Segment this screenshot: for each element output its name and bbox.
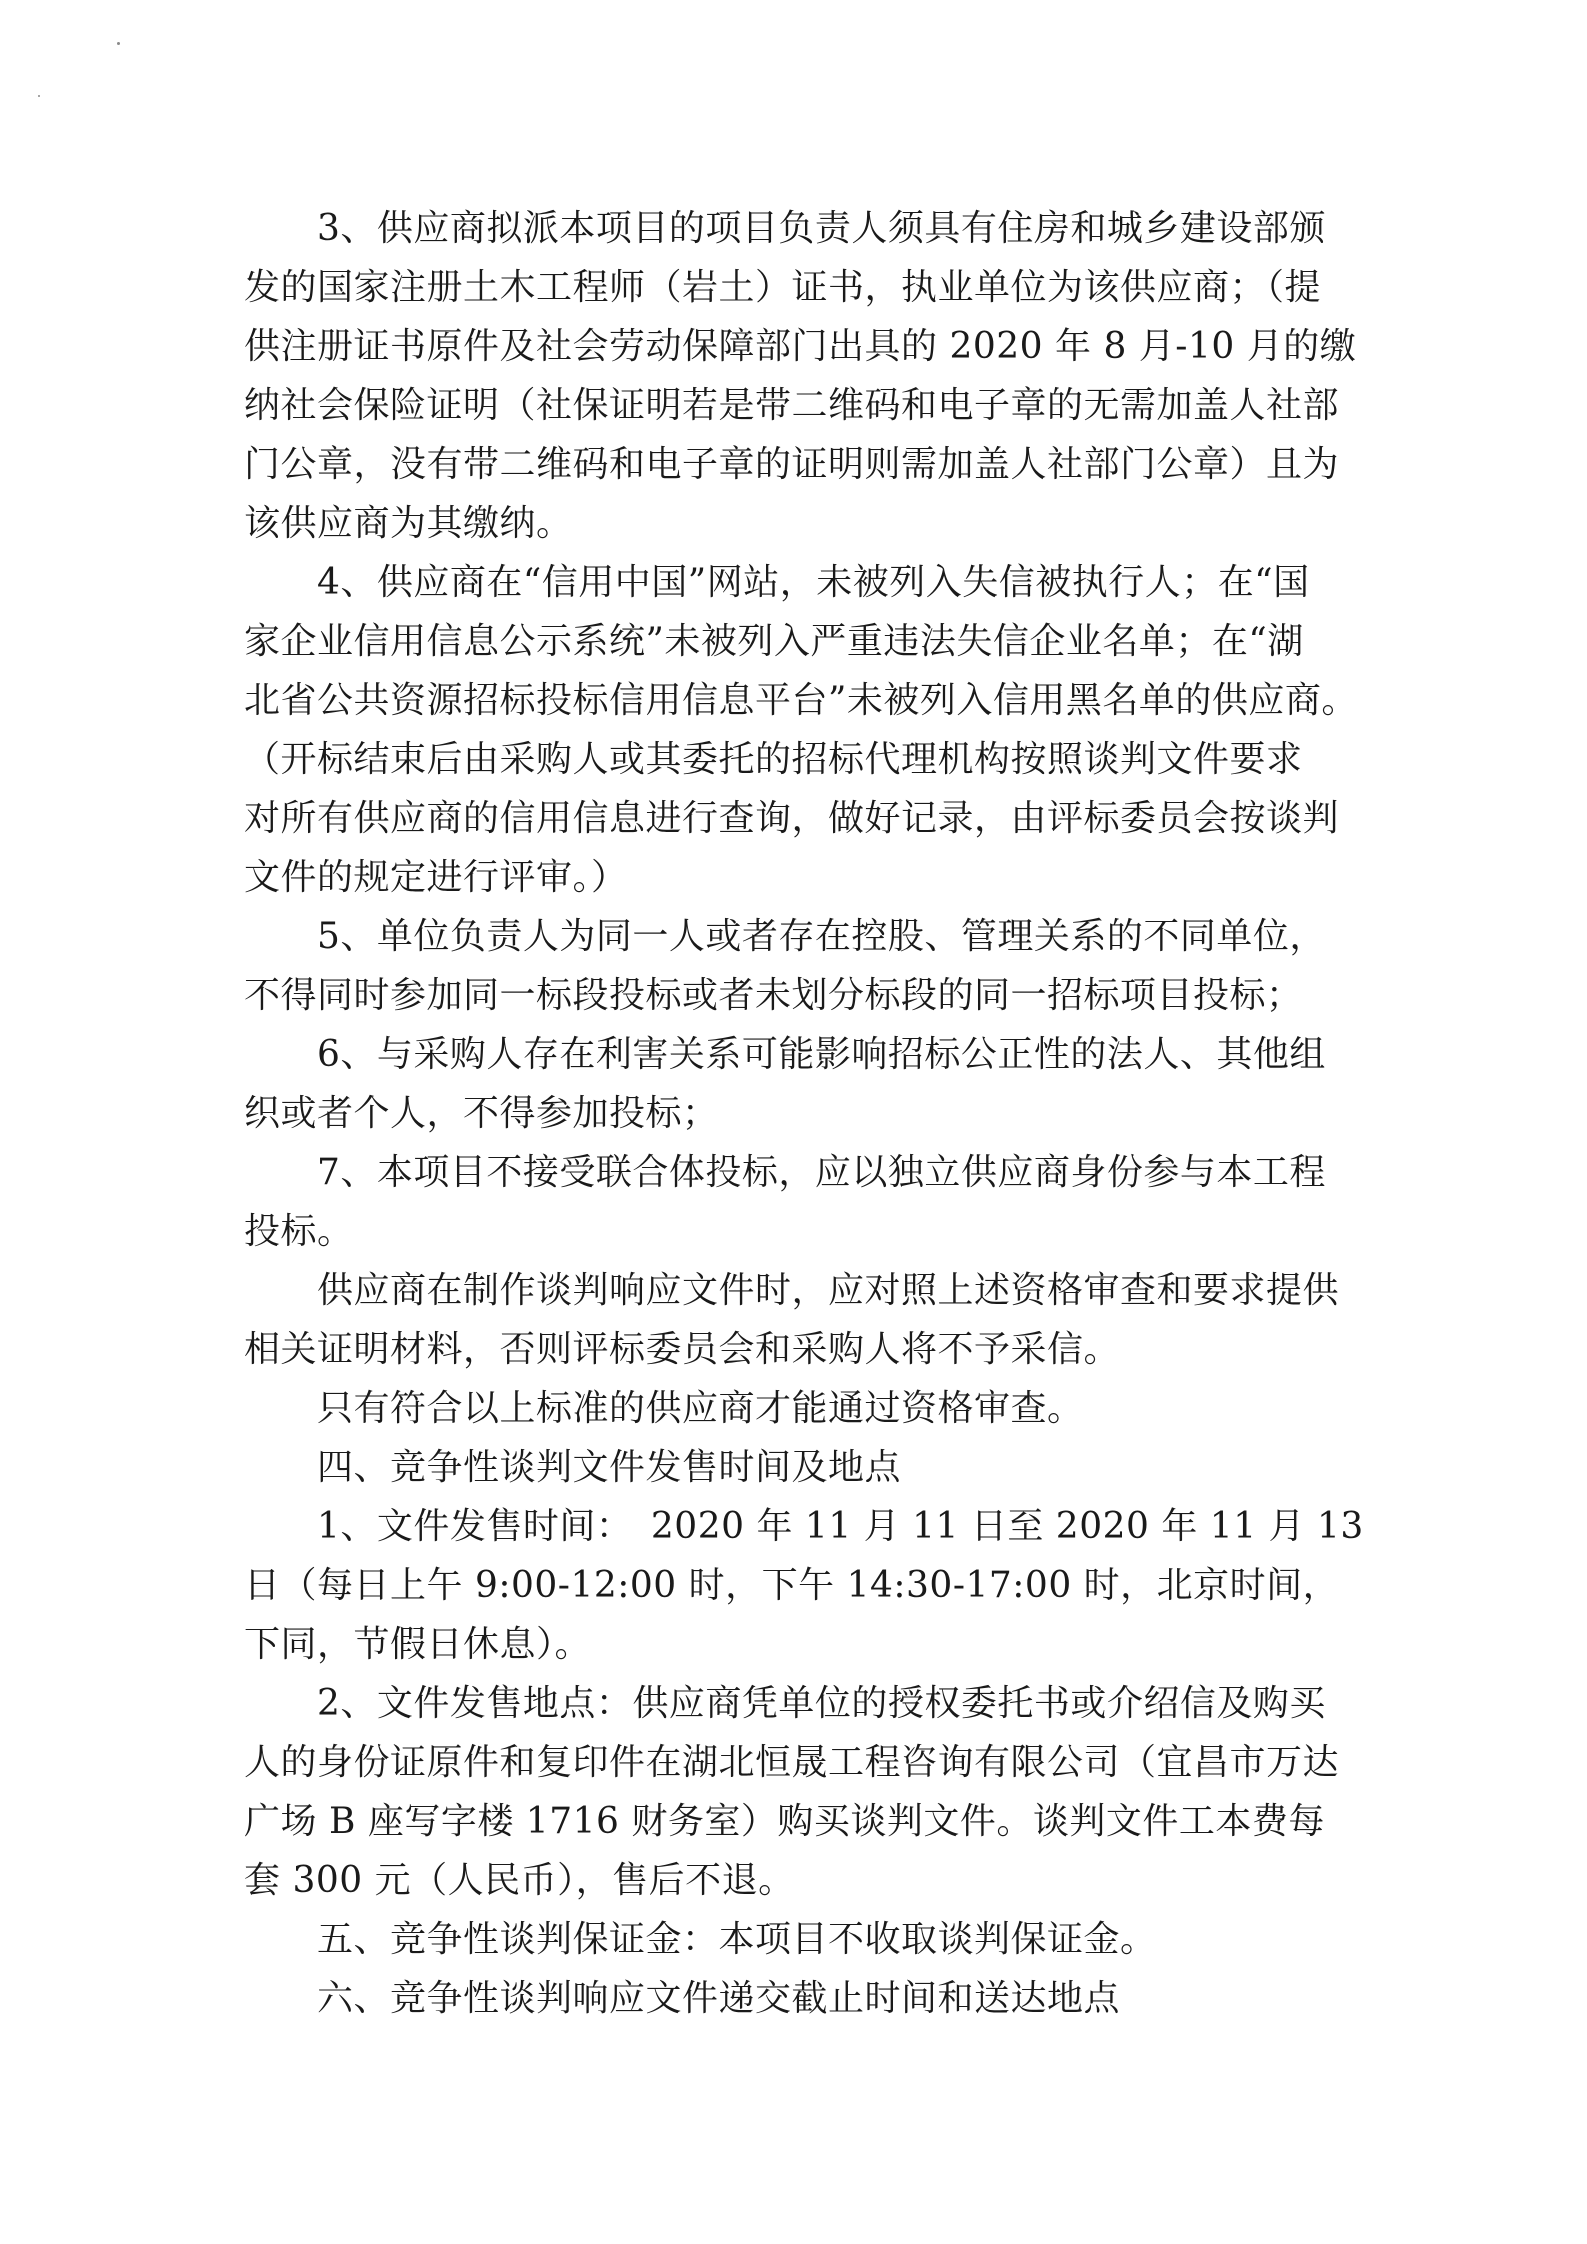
text-line: 文件的规定进行评审。） <box>244 857 628 898</box>
text-line: 供应商在制作谈判响应文件时，应对照上述资格审查和要求提供 <box>244 1270 1340 1311</box>
scan-speck <box>117 42 120 45</box>
text-line: 7、本项目不接受联合体投标，应以独立供应商身份参与本工程 <box>244 1152 1326 1193</box>
text-line: 6、与采购人存在利害关系可能影响招标公正性的法人、其他组 <box>244 1034 1326 1075</box>
section-heading: 四、竞争性谈判文件发售时间及地点 <box>244 1447 902 1488</box>
text-line: （开标结束后由采购人或其委托的招标代理机构按照谈判文件要求 <box>244 739 1303 780</box>
text-line: 下同，节假日休息）。 <box>244 1624 592 1665</box>
scan-speck <box>38 95 40 97</box>
text-line: 2、文件发售地点：供应商凭单位的授权委托书或介绍信及购买 <box>244 1683 1326 1724</box>
text-line: 相关证明材料，否则评标委员会和采购人将不予采信。 <box>244 1329 1121 1370</box>
text-line: 广场 B 座写字楼 1716 财务室）购买谈判文件。谈判文件工本费每 <box>244 1801 1325 1842</box>
text-line: 人的身份证原件和复印件在湖北恒晟工程咨询有限公司（宜昌市万达 <box>244 1742 1340 1783</box>
section-heading: 六、竞争性谈判响应文件递交截止时间和送达地点 <box>244 1978 1121 2019</box>
text-line: 投标。 <box>244 1211 354 1252</box>
text-line: 4、供应商在“信用中国”网站，未被列入失信被执行人；在“国 <box>244 562 1310 603</box>
text-line: 家企业信用信息公示系统”未被列入严重违法失信企业名单；在“湖 <box>244 621 1304 662</box>
text-line: 1、文件发售时间： 2020 年 11 月 11 日至 2020 年 11 月 13 <box>244 1506 1364 1547</box>
text-line: 日（每日上午 9:00-12:00 时，下午 14:30-17:00 时，北京时间， <box>244 1565 1340 1606</box>
text-line: 不得同时参加同一标段投标或者未划分标段的同一招标项目投标； <box>244 975 1303 1016</box>
text-line: 5、单位负责人为同一人或者存在控股、管理关系的不同单位， <box>244 916 1326 957</box>
section-heading: 五、竞争性谈判保证金：本项目不收取谈判保证金。 <box>244 1919 1157 1960</box>
text-line: 该供应商为其缴纳。 <box>244 503 573 544</box>
text-line: 门公章，没有带二维码和电子章的证明则需加盖人社部门公章）且为 <box>244 444 1340 485</box>
text-line: 3、供应商拟派本项目的项目负责人须具有住房和城乡建设部颁 <box>244 208 1326 249</box>
text-line: 发的国家注册土木工程师（岩土）证书，执业单位为该供应商；（提 <box>244 267 1322 308</box>
text-line: 套 300 元（人民币），售后不退。 <box>244 1860 795 1901</box>
text-line: 供注册证书原件及社会劳动保障部门出具的 2020 年 8 月-10 月的缴 <box>244 326 1357 367</box>
text-line: 对所有供应商的信用信息进行查询，做好记录，由评标委员会按谈判 <box>244 798 1340 839</box>
text-line: 织或者个人，不得参加投标； <box>244 1093 719 1134</box>
text-line: 纳社会保险证明（社保证明若是带二维码和电子章的无需加盖人社部 <box>244 385 1340 426</box>
text-line: 北省公共资源招标投标信用信息平台”未被列入信用黑名单的供应商。 <box>244 680 1358 721</box>
text-line: 只有符合以上标准的供应商才能通过资格审查。 <box>244 1388 1084 1429</box>
